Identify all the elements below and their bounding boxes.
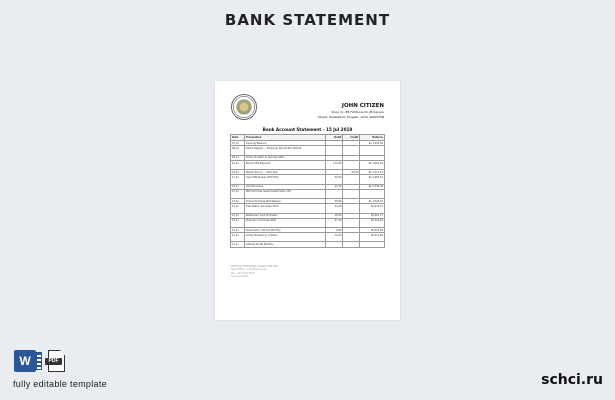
- cell-credit: 50.00: [343, 170, 360, 175]
- bank-line2: Tel: +00 1234 5678: [231, 271, 255, 275]
- cell-desc: Electric Bill Payment: [244, 160, 326, 169]
- cell-desc: Subscription Service Monthly: [244, 228, 326, 233]
- col-debit: Debit: [326, 135, 343, 141]
- table-row: [231, 160, 385, 169]
- cell-desc: Cash Withdrawal ATM 0012: [244, 175, 326, 184]
- cell-date: 15 Jul: [231, 233, 245, 242]
- cell-date: 07 Jul: [231, 141, 245, 146]
- cell-desc: Opening Balance: [244, 141, 326, 146]
- bank-line3: bank.example: [231, 275, 248, 278]
- cell-credit: [343, 189, 360, 198]
- cell-date: 10 Jul: [231, 160, 245, 169]
- cell-date: 14 Jul: [231, 213, 245, 218]
- cell-desc: Direct Deposit — Employer Payroll Ref 103214: [244, 146, 326, 155]
- cell-balance: Rs 1,234.56: [360, 141, 385, 146]
- cell-debit: [326, 146, 343, 155]
- cell-balance: Rs 1,081.61: [360, 175, 385, 184]
- page-title: BANK STATEMENT: [224, 11, 391, 29]
- col-date: Date: [231, 135, 245, 141]
- cell-debit: 30.00: [326, 175, 343, 184]
- cell-date: 12 Jul: [231, 189, 245, 198]
- cell-desc: Card Purchase: [244, 184, 326, 189]
- bank-line1: Head Office, 1 Fictitious Lane: [231, 268, 266, 271]
- cell-desc: Restaurant Card Purchase: [244, 213, 326, 218]
- cell-balance: Rs 1,111.61: [360, 170, 385, 175]
- col-balance: Balance: [360, 135, 385, 141]
- holder-address-line1: Shop 1c, 88 Fictitious St, JB Square: [331, 110, 384, 114]
- cell-balance: Rs 1,059.46: [360, 184, 385, 189]
- table-row: [231, 189, 385, 198]
- cell-date: 15 Jul: [231, 228, 245, 233]
- account-holder: [318, 103, 384, 119]
- cell-desc: Online Transfer to Savings 4401: [244, 155, 326, 160]
- cell-balance: Rs 911.82: [360, 233, 385, 242]
- cell-date: 13 Jul: [231, 199, 245, 204]
- cell-debit: 9.99: [326, 228, 343, 233]
- cell-date: 09 Jul: [231, 155, 245, 160]
- bank-info: [231, 264, 278, 279]
- table-row: [231, 175, 385, 184]
- cell-debit: 18.40: [326, 213, 343, 218]
- table-row: [231, 146, 385, 155]
- cell-debit: 35.85: [326, 199, 343, 204]
- cell-desc: Fuel Station Purchase 2210: [244, 204, 326, 213]
- cell-debit: [326, 189, 343, 198]
- cell-desc: Online Purchase Marketplace: [244, 199, 326, 204]
- cell-debit: 27.30: [326, 218, 343, 227]
- table-row: [231, 242, 385, 247]
- cell-desc: Online Transfer to J Citizen: [244, 233, 326, 242]
- cell-credit: [343, 204, 360, 213]
- cell-balance: [360, 189, 385, 198]
- bank-name: BRITISH NATIONAL BANK LIMITED: [231, 264, 278, 268]
- tagline: fully editable template: [13, 379, 107, 389]
- cell-date: 08 Jul: [231, 146, 245, 155]
- col-transaction: Transaction: [244, 135, 326, 141]
- cell-credit: [343, 160, 360, 169]
- cell-credit: [343, 175, 360, 184]
- holder-address-line2: Street, Ghaziabad, Tongala, 1234, PAKISTAN: [317, 114, 384, 119]
- cell-desc: Pharmacy Purchase 0091: [244, 218, 326, 227]
- cell-balance: Rs 1,061.61: [360, 160, 385, 169]
- cell-desc: POS Purchase Supermarket Store 118: [244, 189, 326, 198]
- cell-date: 11 Jul: [231, 175, 245, 184]
- cell-debit: 172.95: [326, 160, 343, 169]
- cell-date: 15 Jul: [231, 242, 245, 247]
- pdf-label: PDF: [45, 358, 62, 365]
- cell-balance: Rs 1,023.61: [360, 199, 385, 204]
- cell-desc: Mobile Top-up — Telco Pay: [244, 170, 326, 175]
- cell-credit: [343, 233, 360, 242]
- cell-credit: [343, 146, 360, 155]
- cell-date: 10 Jul: [231, 170, 245, 175]
- cell-credit: [343, 242, 360, 247]
- cell-debit: [326, 242, 343, 247]
- cell-balance: Rs 923.82: [360, 228, 385, 233]
- table-row: [231, 218, 385, 227]
- table-row: [231, 204, 385, 213]
- cell-desc: Interest Credit Monthly: [244, 242, 326, 247]
- cell-balance: [360, 242, 385, 247]
- transactions-table: [230, 134, 385, 248]
- cell-credit: [343, 218, 360, 227]
- col-credit: Credit: [343, 135, 360, 141]
- cell-balance: Rs 961.11: [360, 213, 385, 218]
- cell-balance: Rs 979.51: [360, 204, 385, 213]
- cell-date: 13 Jul: [231, 204, 245, 213]
- table-row: [231, 233, 385, 242]
- cell-balance: Rs 933.81: [360, 218, 385, 227]
- cell-date: 14 Jul: [231, 218, 245, 227]
- holder-name: JOHN CITIZEN: [341, 103, 384, 109]
- statement-title: Bank Account Statement - 15 Jul 2019: [262, 127, 353, 132]
- cell-balance: [360, 146, 385, 155]
- word-icon: W: [14, 350, 36, 372]
- bank-seal-icon: [231, 94, 257, 120]
- cell-debit: 44.10: [326, 204, 343, 213]
- site-name: schci.ru: [541, 372, 603, 388]
- statement-document: [215, 81, 400, 320]
- cell-debit: 22.15: [326, 184, 343, 189]
- cell-debit: 12.00: [326, 233, 343, 242]
- cell-date: 12 Jul: [231, 184, 245, 189]
